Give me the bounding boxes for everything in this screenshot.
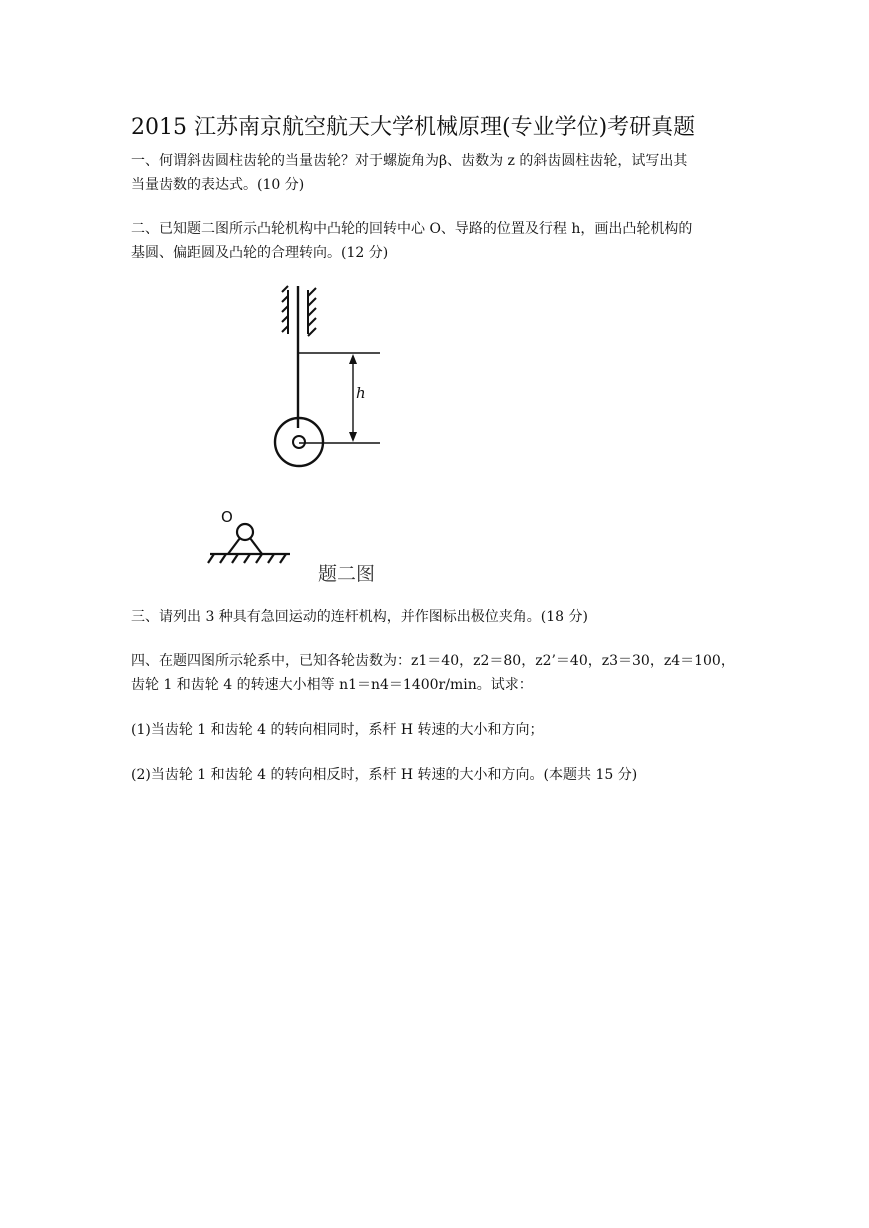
question-4-line-1: 四、在题四图所示轮系中，已知各轮齿数为：z1＝40，z2＝80，z2’＝40，z3＝30，z4＝100， (131, 653, 735, 669)
question-1-line-1: 一、何谓斜齿圆柱齿轮的当量齿轮？对于螺旋角为β、齿数为 z 的斜齿圆柱齿轮，试写出其 (131, 153, 688, 169)
question-4 (131, 649, 743, 697)
question-4-part-2-text: (2)当齿轮 1 和齿轮 4 的转向相反时，系杆 H 转速的大小和方向。(本题共 15 分) (131, 767, 638, 783)
guide-hatch-right (308, 288, 316, 336)
question-4-part-2 (131, 763, 743, 787)
question-2-line-1: 二、已知题二图所示凸轮机构中凸轮的回转中心 O、导路的位置及行程 h，画出凸轮机构的 (131, 221, 693, 237)
question-2-line-2: 基圆、偏距圆及凸轮的合理转向。(12 分) (131, 245, 389, 261)
guide-hatch-left (282, 286, 288, 334)
question-2 (131, 217, 743, 265)
roller-pin (293, 436, 305, 448)
question-1 (131, 149, 743, 197)
document-title: 2015 江苏南京航空航天大学机械原理(专业学位)考研真题 (131, 115, 696, 140)
pivot-label-o: O (221, 508, 233, 526)
question-4-part-1-text: (1)当齿轮 1 和齿轮 4 的转向相同时，系杆 H 转速的大小和方向； (131, 722, 544, 738)
question-3 (131, 605, 743, 629)
question-3-line-1: 三、请列出 3 种具有急回运动的连杆机构，并作图标出极位夹角。(18 分) (131, 609, 588, 625)
question-4-part-1 (131, 718, 743, 742)
pivot-support (208, 524, 290, 563)
dimension-arrow-down (349, 432, 357, 442)
question-4-line-2: 齿轮 1 和齿轮 4 的转速大小相等 n1＝n4＝1400r/min。试求： (131, 677, 533, 693)
cam-mechanism-figure (200, 282, 400, 592)
figure-caption: 题二图 (318, 563, 376, 585)
stroke-label-h: h (356, 384, 366, 402)
dimension-arrow-up (349, 354, 357, 364)
question-1-line-2: 当量齿数的表达式。(10 分) (131, 177, 305, 193)
